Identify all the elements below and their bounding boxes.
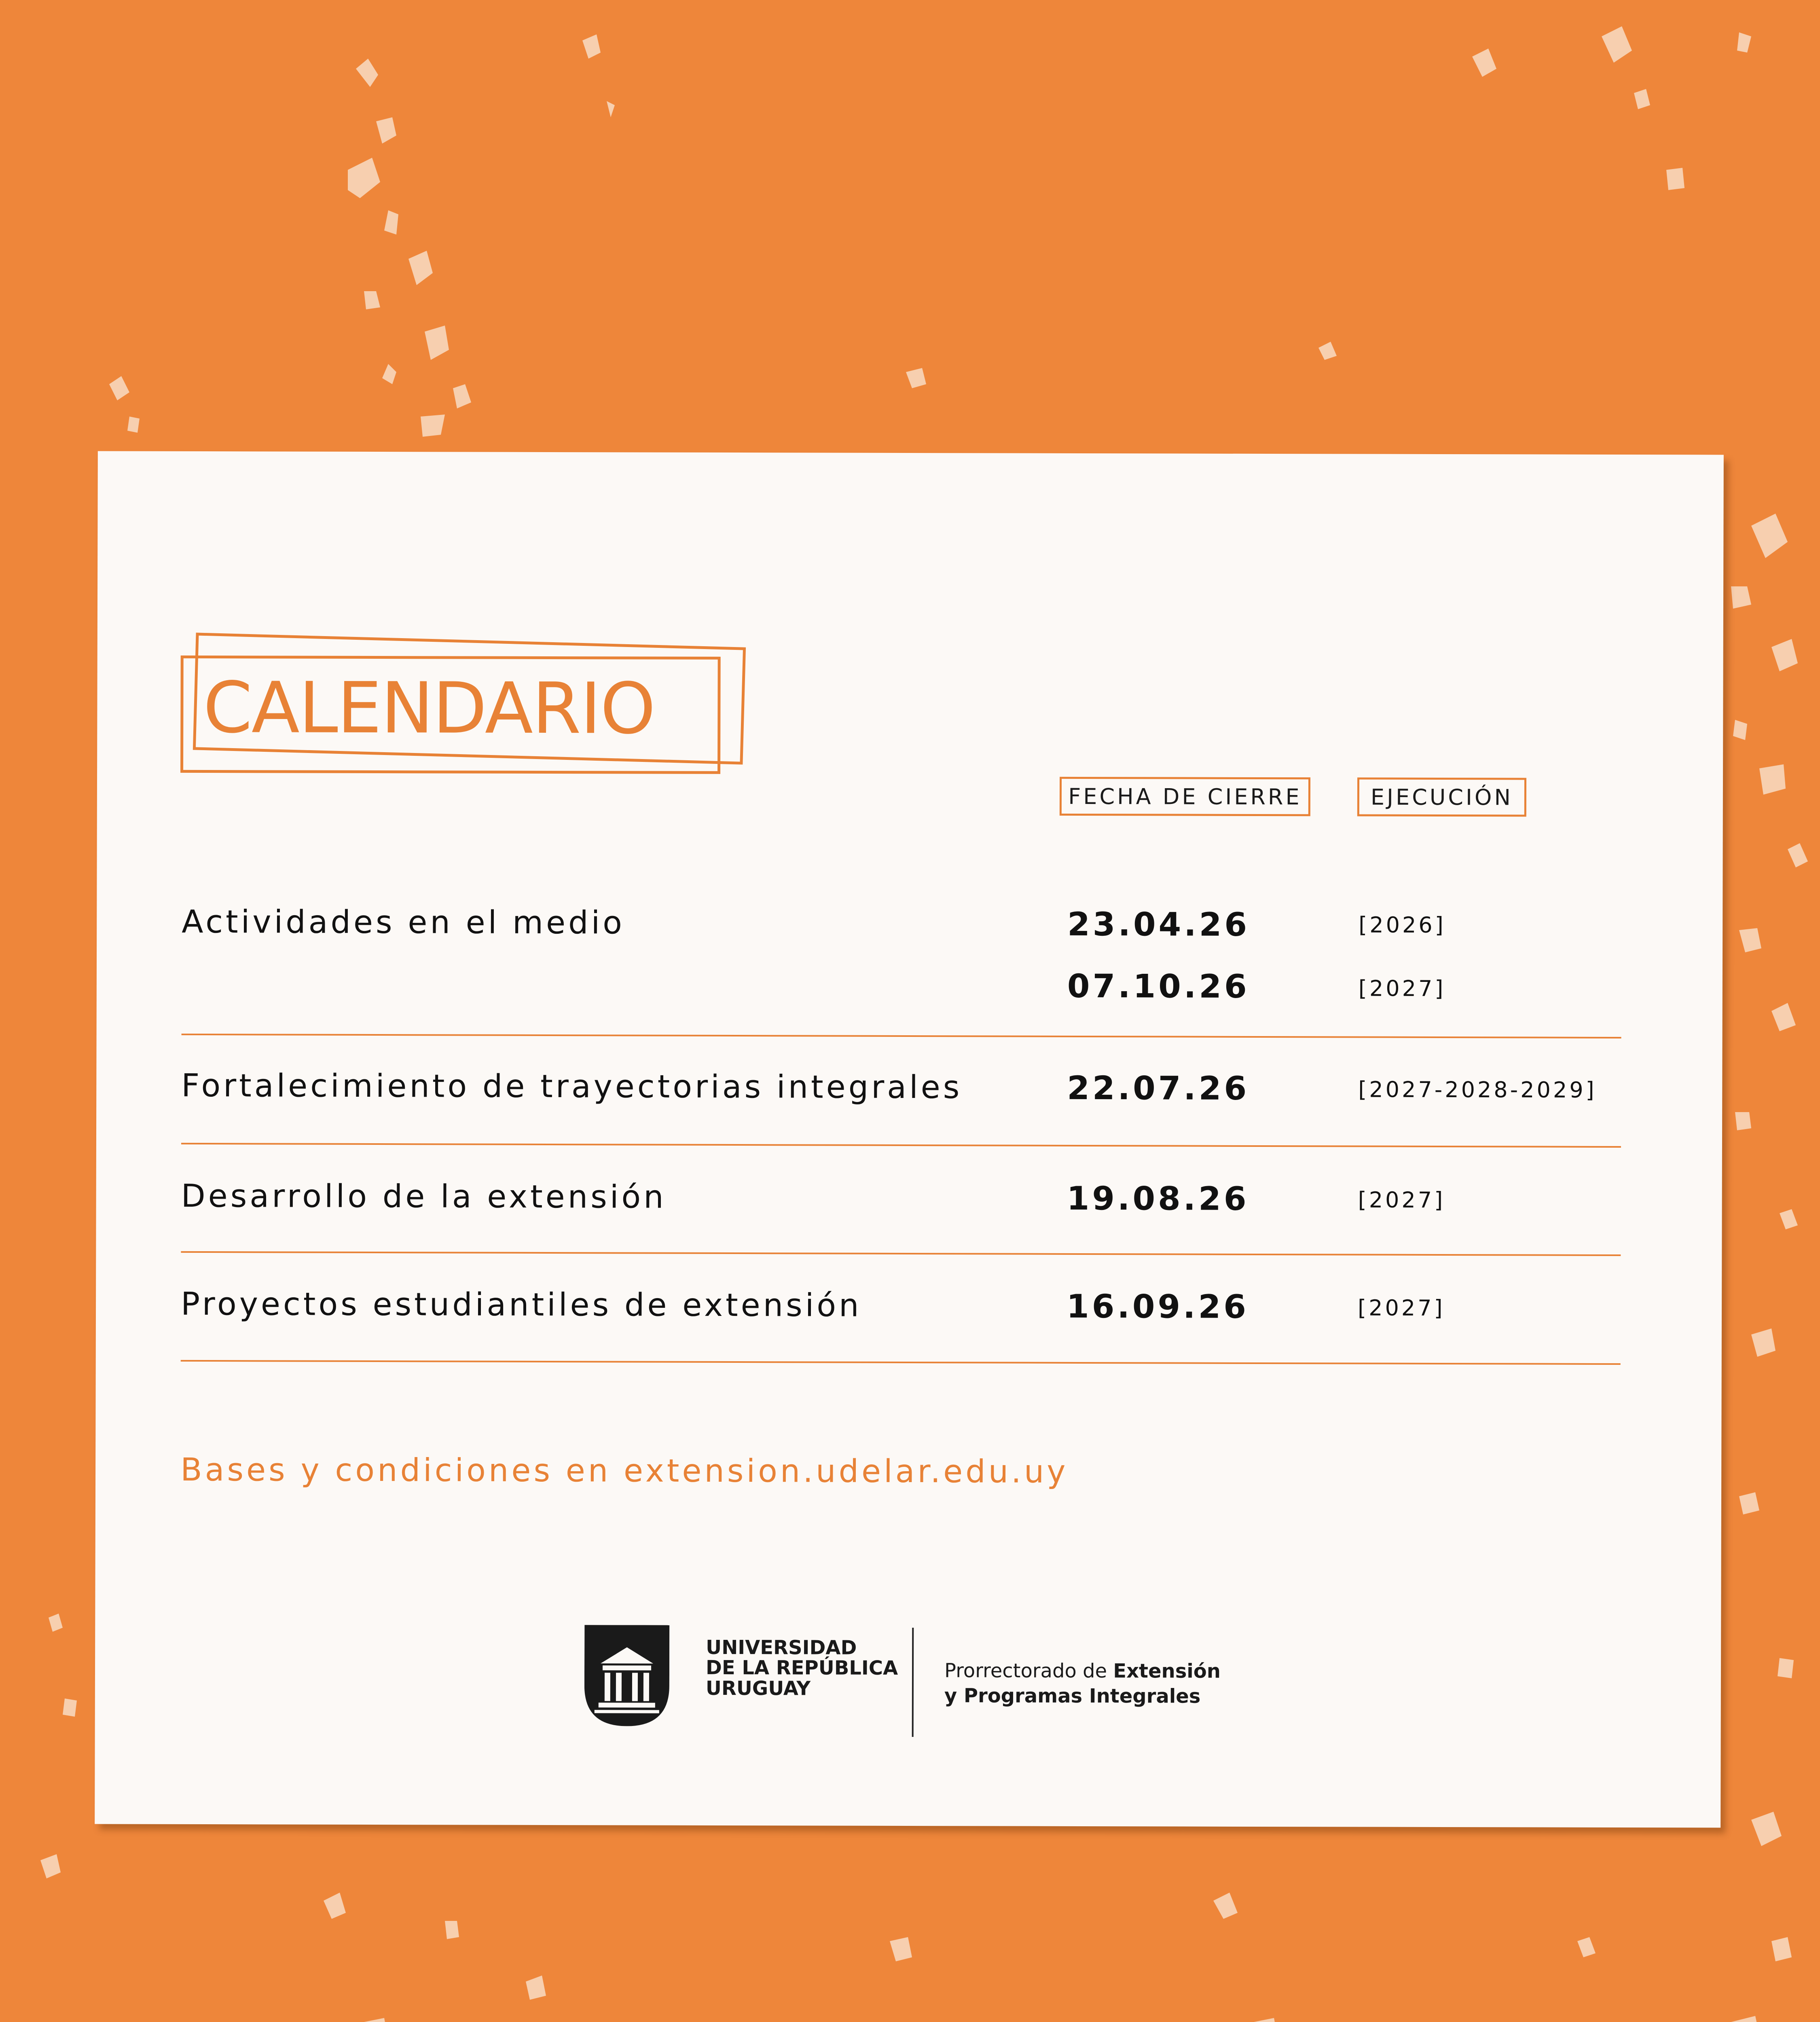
row-label-desarrollo: Desarrollo de la extensión bbox=[181, 1178, 667, 1216]
deadline-column-header: FECHA DE CIERRE bbox=[1060, 777, 1310, 816]
university-crest-icon bbox=[584, 1625, 670, 1726]
row-label-proyectos: Proyectos estudiantiles de extensión bbox=[180, 1286, 862, 1324]
row-execution-actividades-2: [2027] bbox=[1358, 975, 1446, 1002]
row-execution-proyectos: [2027] bbox=[1357, 1295, 1445, 1321]
execution-column-header: EJECUCIÓN bbox=[1357, 778, 1526, 817]
page-title: CALENDARIO bbox=[203, 667, 655, 750]
row-deadline-desarrollo: 19.08.26 bbox=[1067, 1179, 1249, 1218]
row-deadline-actividades-2: 07.10.26 bbox=[1067, 967, 1250, 1005]
logo-divider bbox=[912, 1628, 914, 1737]
row-label-fortalecimiento: Fortalecimiento de trayectorias integrales bbox=[181, 1067, 963, 1106]
row-divider bbox=[181, 1251, 1621, 1256]
bases-link[interactable]: Bases y condiciones en extension.udelar.edu.uy bbox=[180, 1451, 1069, 1490]
university-name: UNIVERSIDAD DE LA REPÚBLICA URUGUAY bbox=[705, 1636, 898, 1700]
row-label-actividades: Actividades en el medio bbox=[182, 903, 625, 941]
institution-logos bbox=[584, 1625, 1272, 1744]
row-execution-fortalecimiento: [2027-2028-2029] bbox=[1358, 1077, 1597, 1103]
row-execution-actividades-1: [2026] bbox=[1359, 912, 1446, 938]
calendar-card bbox=[95, 451, 1724, 1827]
row-divider bbox=[181, 1143, 1621, 1148]
row-divider bbox=[182, 1034, 1621, 1038]
row-deadline-proyectos: 16.09.26 bbox=[1066, 1287, 1249, 1326]
row-divider bbox=[181, 1360, 1621, 1365]
row-deadline-actividades-1: 23.04.26 bbox=[1067, 905, 1250, 943]
row-deadline-fortalecimiento: 22.07.26 bbox=[1067, 1069, 1250, 1107]
office-name: Prorrectorado de Extensión y Programas Integrales bbox=[944, 1659, 1221, 1708]
row-execution-desarrollo: [2027] bbox=[1358, 1187, 1445, 1213]
